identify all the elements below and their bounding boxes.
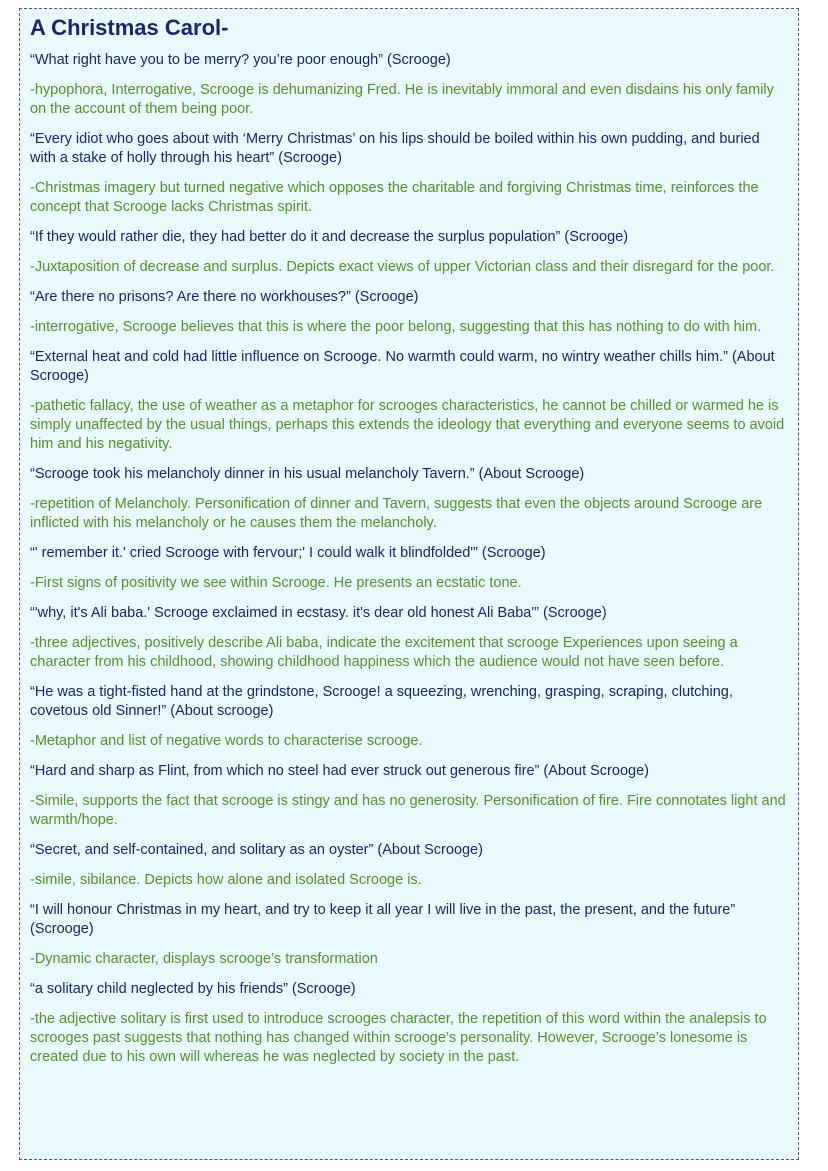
analysis-text: -Metaphor and list of negative words to characterise scrooge. — [30, 733, 423, 749]
analysis-text: -hypophora, Interrogative, Scrooge is dehumanizing Fred. He is inevitably immoral and even disdains his only family on the account of them being poor. — [30, 82, 774, 117]
entry-6 — [30, 465, 788, 533]
entry-11 — [30, 841, 788, 890]
analysis-text: -simile, sibilance. Depicts how alone and isolated Scrooge is. — [30, 872, 422, 888]
entry-9 — [30, 683, 788, 751]
analysis-text: -Dynamic character, displays scrooge’s transformation — [30, 951, 378, 967]
analysis-text: -Simile, supports the fact that scrooge is stingy and has no generosity. Personification of fire. Fire connotates light and warmth/hope. — [30, 793, 786, 828]
page-title: A Christmas Carol- — [30, 15, 229, 40]
quote-text: “Secret, and self-contained, and solitary as an oyster” (About Scrooge) — [30, 842, 483, 858]
quote-text: “Are there no prisons? Are there no workhouses?” (Scrooge) — [30, 289, 419, 305]
quote-text: “I will honour Christmas in my heart, and try to keep it all year I will live in the past, the present, and the future” (Scrooge) — [30, 902, 736, 937]
quote-text: “Every idiot who goes about with ‘Merry Christmas’ on his lips should be boiled within his own pudding, and buried with a stake of holly through his heart” (Scrooge) — [30, 131, 760, 166]
analysis-text: -repetition of Melancholy. Personification of dinner and Tavern, suggests that even the objects around Scrooge are inflicted with his melancholy or he causes them the melancholy. — [30, 496, 763, 531]
analysis-text: -three adjectives, positively describe Ali baba, indicate the excitement that scrooge Experiences upon seeing a character from his childhood, showing childhood happiness which the audience would not have seen before. — [30, 635, 738, 670]
quote-text: “Hard and sharp as Flint, from which no steel had ever struck out generous fire” (About Scrooge) — [30, 763, 649, 779]
entry-4 — [30, 288, 788, 337]
quote-text: “Scrooge took his melancholy dinner in his usual melancholy Tavern.” (About Scrooge) — [30, 466, 585, 482]
analysis-text: -interrogative, Scrooge believes that this is where the poor belong, suggesting that this has nothing to do with him. — [30, 319, 762, 335]
entry-13 — [30, 980, 788, 1067]
entry-8 — [30, 604, 788, 672]
entry-3 — [30, 228, 788, 277]
entry-10 — [30, 762, 788, 830]
entry-7 — [30, 544, 788, 593]
quote-text: “What right have you to be merry? you’re poor enough” (Scrooge) — [30, 52, 451, 68]
analysis-text: -Christmas imagery but turned negative which opposes the charitable and forgiving Christmas time, reinforces the concept that Scrooge lacks Christmas spirit. — [30, 180, 759, 215]
quote-text: “a solitary child neglected by his friends” (Scrooge) — [30, 981, 356, 997]
quote-text: “' remember it.' cried Scrooge with fervour;' I could walk it blindfolded'” (Scrooge) — [30, 545, 546, 561]
quote-text: “If they would rather die, they had better do it and decrease the surplus population” (Scrooge) — [30, 229, 629, 245]
analysis-text: -the adjective solitary is first used to introduce scrooges character, the repetition of this word within the analepsis to scrooges past suggests that nothing has changed within scrooge’s personality. However, Scrooge’s lonesome is created due to his own will whereas he was neglected by society in the past. — [30, 1011, 767, 1065]
quote-text: “'why, it's Ali baba.' Scrooge exclaimed in ecstasy. it's dear old honest Ali Baba'” (Scrooge) — [30, 605, 607, 621]
notes-card — [19, 8, 799, 1160]
entry-12 — [30, 901, 788, 969]
entry-2 — [30, 130, 788, 217]
entry-1 — [30, 51, 788, 119]
analysis-text: -Juxtaposition of decrease and surplus. Depicts exact views of upper Victorian class and their disregard for the poor. — [30, 259, 775, 275]
analysis-text: -pathetic fallacy, the use of weather as a metaphor for scrooges characteristics, he cannot be chilled or warmed he is simply unaffected by the usual things, perhaps this extends the ideology that everything and everyone seems to avoid him and his negativity. — [30, 398, 785, 452]
analysis-text: -First signs of positivity we see within Scrooge. He presents an ecstatic tone. — [30, 575, 522, 591]
quote-text: “External heat and cold had little influence on Scrooge. No warmth could warm, no wintry weather chills him.” (About Scrooge) — [30, 349, 775, 384]
entry-5 — [30, 348, 788, 454]
quote-text: “He was a tight-fisted hand at the grindstone, Scrooge! a squeezing, wrenching, grasping, scraping, clutching, covetous old Sinner!” (About scrooge) — [30, 684, 733, 719]
